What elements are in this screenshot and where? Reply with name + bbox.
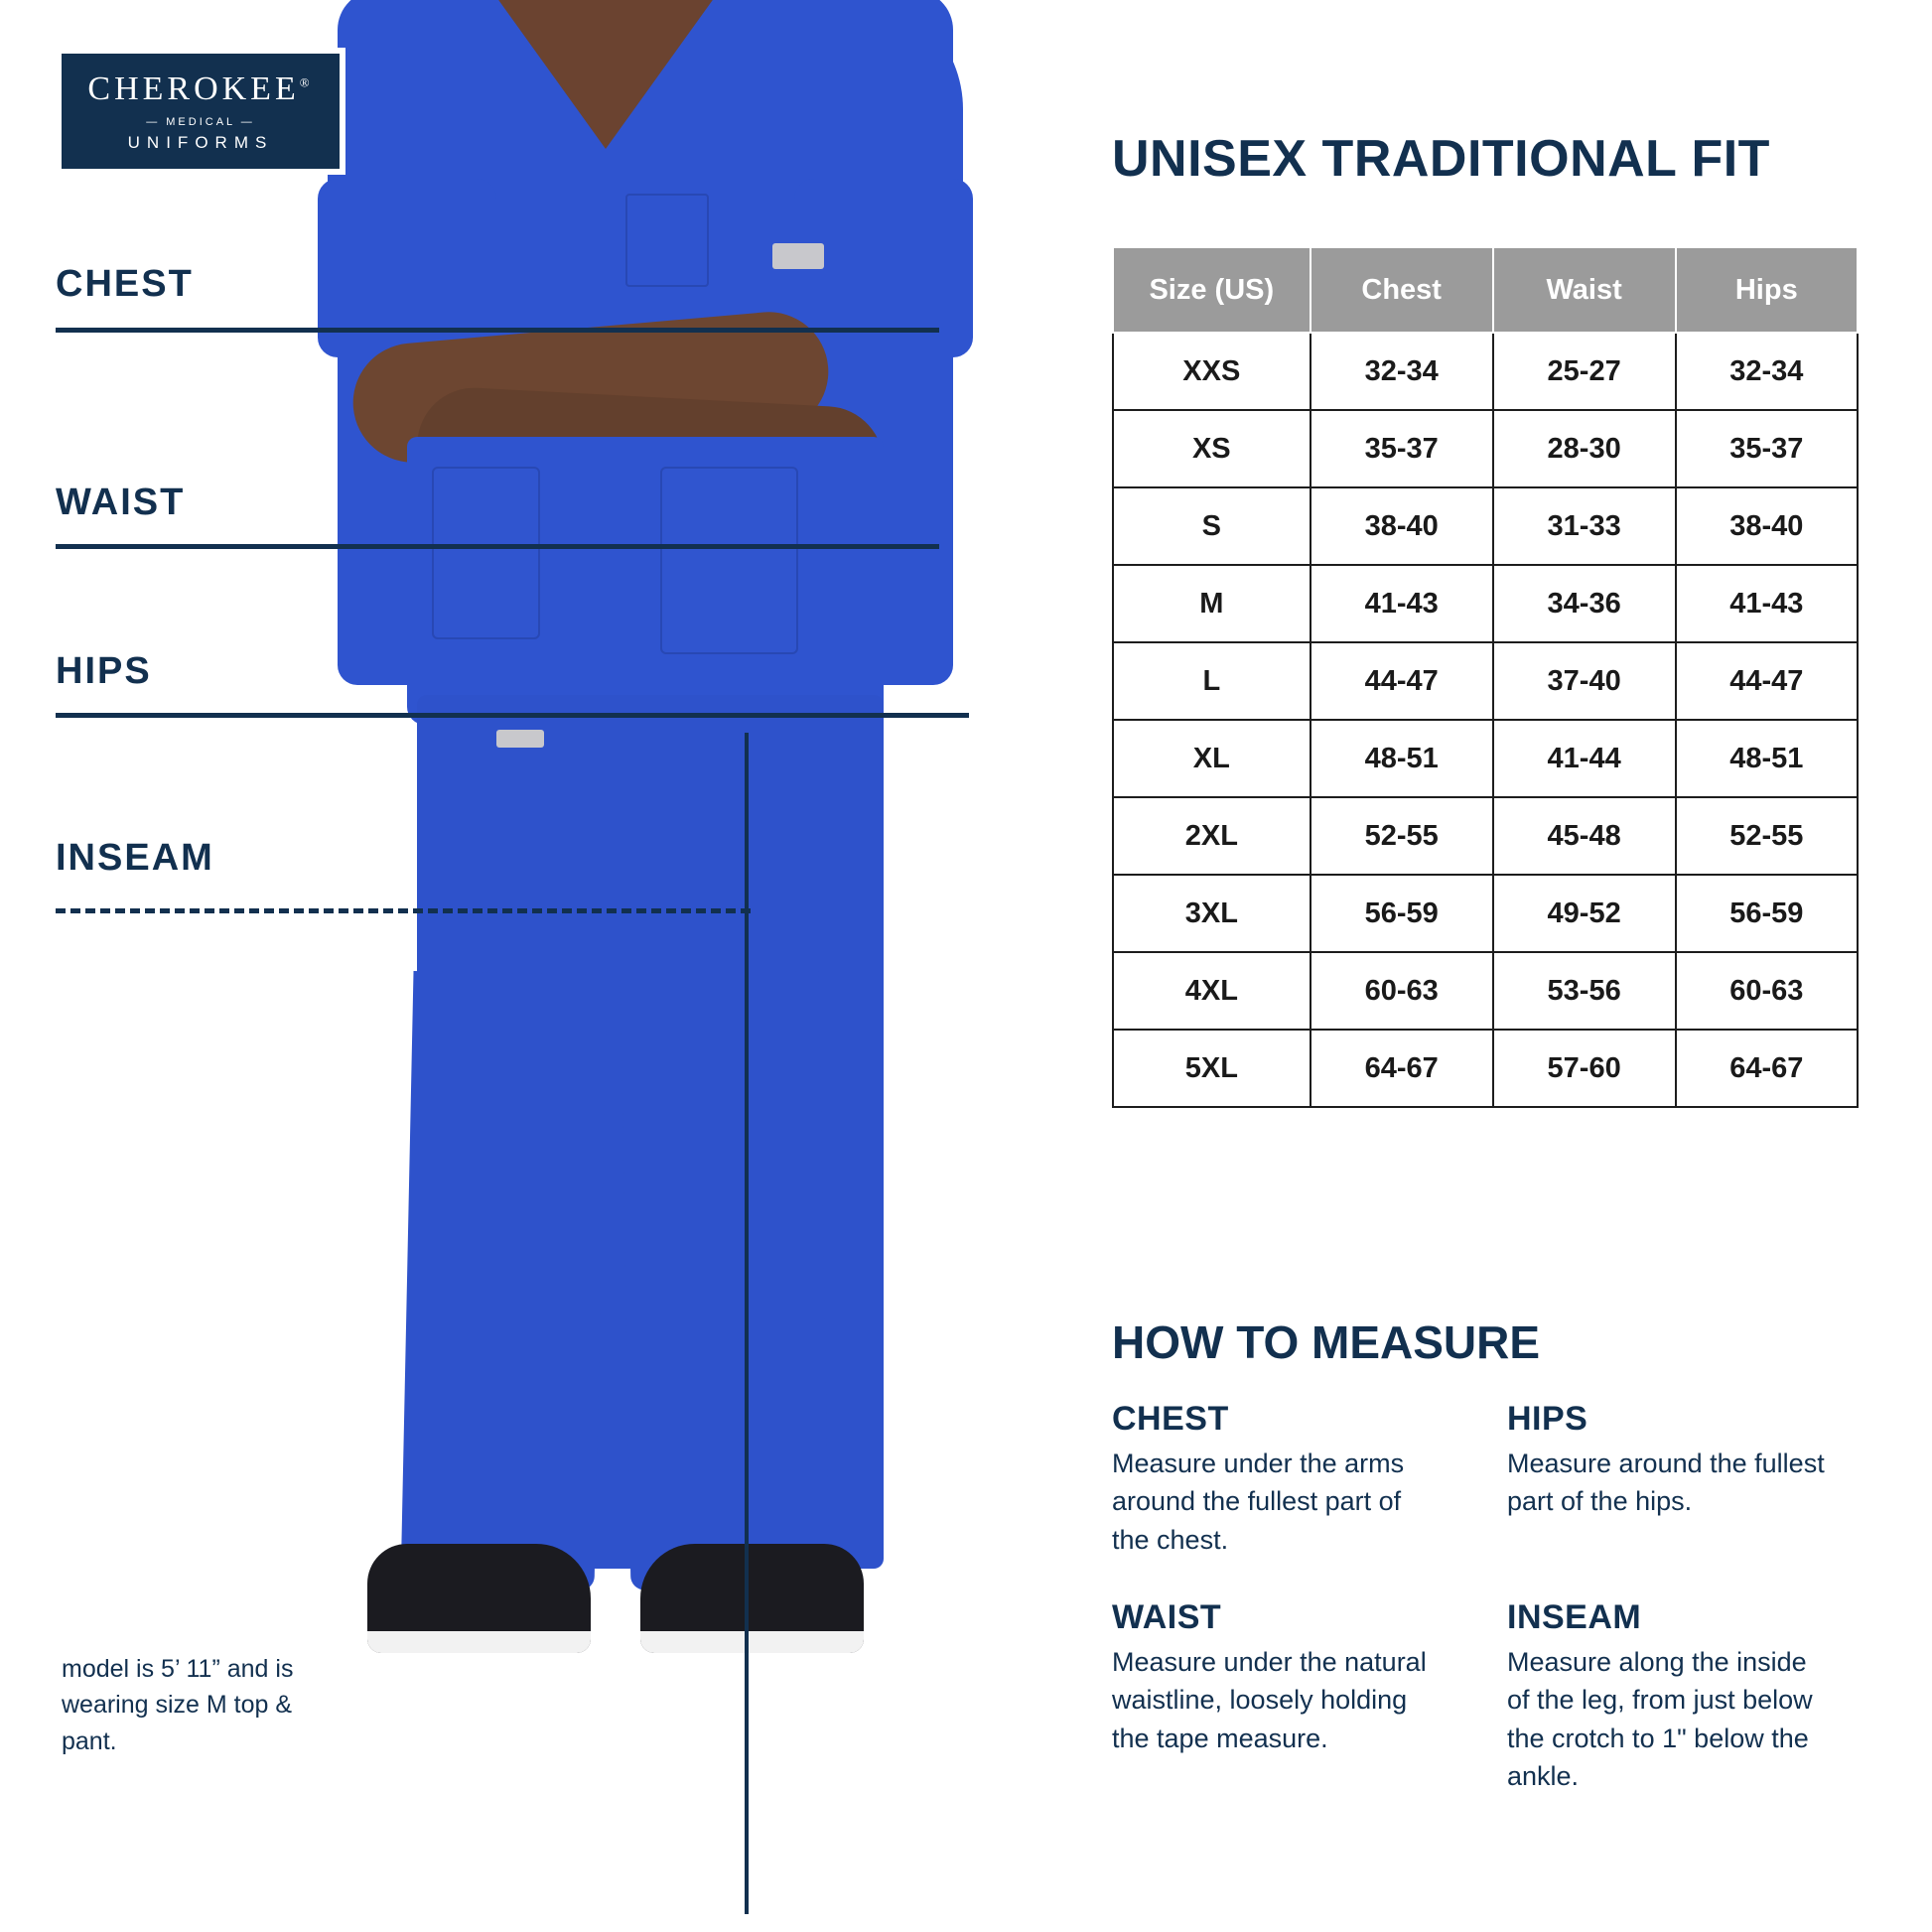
table-row (1113, 875, 1858, 952)
cell-waist: 57-60 (1493, 1030, 1676, 1107)
cherokee-logo (56, 48, 345, 175)
cell-chest: 44-47 (1311, 642, 1493, 720)
cell-waist: 31-33 (1493, 487, 1676, 565)
logo-uniforms-text: UNIFORMS (127, 132, 274, 152)
cell-waist: 41-44 (1493, 720, 1676, 797)
left-shoe-sole (367, 1631, 591, 1653)
cell-waist: 49-52 (1493, 875, 1676, 952)
right-shoe (640, 1544, 864, 1653)
cell-chest: 56-59 (1311, 875, 1493, 952)
cell-chest: 41-43 (1311, 565, 1493, 642)
cell-waist: 25-27 (1493, 333, 1676, 410)
table-row (1113, 720, 1858, 797)
cell-size: S (1113, 487, 1311, 565)
hips-measure-label: HIPS (56, 650, 152, 692)
cell-hips: 64-67 (1676, 1030, 1858, 1107)
cell-waist: 45-48 (1493, 797, 1676, 875)
logo-brand-text: CHEROKEE (87, 69, 300, 107)
scrub-top-left-pocket (432, 467, 540, 639)
right-shoe-sole (640, 1631, 864, 1653)
how-to-waist-text: Measure under the natural waistline, loosely holding the tape measure. (1112, 1647, 1427, 1753)
cell-size: 3XL (1113, 875, 1311, 952)
cell-chest: 60-63 (1311, 952, 1493, 1030)
pants-right-leg (621, 971, 830, 1589)
cell-size: 2XL (1113, 797, 1311, 875)
chest-measure-label: CHEST (56, 263, 194, 305)
cell-chest: 64-67 (1311, 1030, 1493, 1107)
waist-measure-label: WAIST (56, 482, 186, 523)
table-row (1113, 565, 1858, 642)
column-header-chest: Chest (1311, 247, 1493, 333)
inseam-vertical-line (745, 733, 749, 1914)
table-row (1113, 642, 1858, 720)
cell-waist: 28-30 (1493, 410, 1676, 487)
cell-hips: 60-63 (1676, 952, 1858, 1030)
cell-size: M (1113, 565, 1311, 642)
table-header-row (1113, 247, 1858, 333)
how-to-measure-chest (1112, 1400, 1440, 1559)
cell-chest: 32-34 (1311, 333, 1493, 410)
cell-size: XS (1113, 410, 1311, 487)
hips-measure-line (56, 713, 969, 718)
how-to-measure-title: HOW TO MEASURE (1112, 1316, 1541, 1368)
waist-measure-line (56, 544, 939, 549)
sleeve-brand-tag (772, 243, 824, 269)
how-to-measure-inseam (1507, 1598, 1835, 1795)
how-to-waist-heading: WAIST (1112, 1598, 1222, 1636)
cell-hips: 48-51 (1676, 720, 1858, 797)
model-photo (298, 0, 1092, 1932)
registered-mark-icon: ® (299, 74, 314, 90)
table-row (1113, 410, 1858, 487)
pants-brand-tag (496, 730, 544, 748)
column-header-size: Size (US) (1113, 247, 1311, 333)
how-to-chest-text: Measure under the arms around the fullest part of the chest. (1112, 1449, 1405, 1555)
column-header-waist: Waist (1493, 247, 1676, 333)
table-row (1113, 1030, 1858, 1107)
cell-hips: 32-34 (1676, 333, 1858, 410)
inseam-measure-label: INSEAM (56, 837, 214, 879)
cell-chest: 48-51 (1311, 720, 1493, 797)
how-to-measure-hips (1507, 1400, 1835, 1521)
table-row (1113, 797, 1858, 875)
logo-medical-text: — MEDICAL — (146, 115, 255, 128)
cell-chest: 38-40 (1311, 487, 1493, 565)
cell-size: 5XL (1113, 1030, 1311, 1107)
size-chart-title: UNISEX TRADITIONAL FIT (1112, 130, 1770, 188)
pants-left-leg (401, 971, 608, 1590)
scrub-top-right-pocket (660, 467, 798, 654)
how-to-inseam-text: Measure along the inside of the leg, from just below the crotch to 1" below the ankle. (1507, 1647, 1813, 1791)
cell-size: 4XL (1113, 952, 1311, 1030)
how-to-measure-waist (1112, 1598, 1440, 1757)
chest-pocket (625, 194, 709, 287)
table-row (1113, 333, 1858, 410)
cell-hips: 44-47 (1676, 642, 1858, 720)
left-shoe (367, 1544, 591, 1653)
cell-waist: 34-36 (1493, 565, 1676, 642)
table-row (1113, 952, 1858, 1030)
inseam-measure-dashed-line (56, 908, 751, 913)
how-to-hips-text: Measure around the fullest part of the hips. (1507, 1449, 1825, 1517)
cell-chest: 52-55 (1311, 797, 1493, 875)
cell-hips: 52-55 (1676, 797, 1858, 875)
cell-waist: 53-56 (1493, 952, 1676, 1030)
size-chart-table (1112, 246, 1859, 1108)
cell-size: XL (1113, 720, 1311, 797)
how-to-inseam-heading: INSEAM (1507, 1598, 1642, 1636)
logo-brand-name (87, 70, 313, 108)
chest-measure-line (56, 328, 939, 333)
cell-waist: 37-40 (1493, 642, 1676, 720)
cell-hips: 56-59 (1676, 875, 1858, 952)
cell-hips: 41-43 (1676, 565, 1858, 642)
cell-hips: 35-37 (1676, 410, 1858, 487)
column-header-hips: Hips (1676, 247, 1858, 333)
table-row (1113, 487, 1858, 565)
cell-chest: 35-37 (1311, 410, 1493, 487)
cell-size: XXS (1113, 333, 1311, 410)
model-size-note: model is 5’ 11” and is wearing size M top & pant. (62, 1655, 294, 1755)
how-to-hips-heading: HIPS (1507, 1400, 1588, 1438)
how-to-chest-heading: CHEST (1112, 1400, 1229, 1438)
cell-hips: 38-40 (1676, 487, 1858, 565)
cell-size: L (1113, 642, 1311, 720)
right-info-panel (1112, 0, 1932, 1932)
